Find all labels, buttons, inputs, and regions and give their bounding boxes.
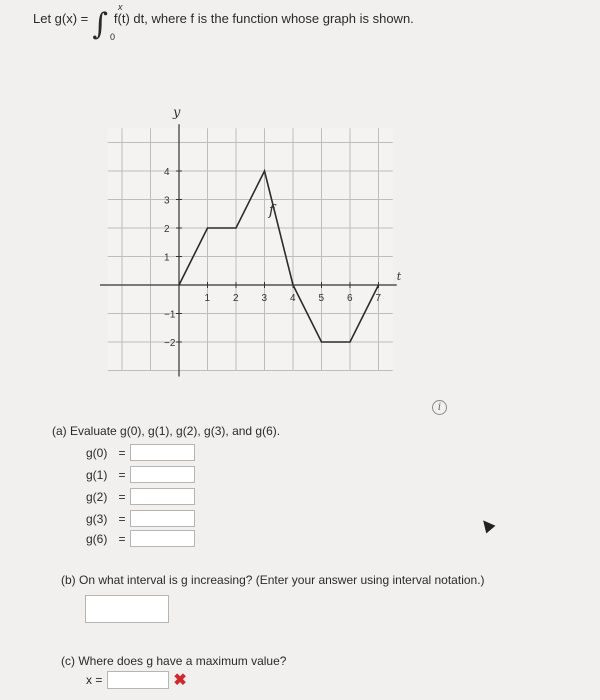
y-tick-label: −2 bbox=[164, 338, 176, 349]
answer-row bbox=[86, 488, 195, 505]
function-graph bbox=[100, 60, 440, 410]
equals-sign: = bbox=[118, 531, 126, 546]
x-tick-label: 7 bbox=[375, 293, 382, 304]
x-tick-label: 4 bbox=[290, 293, 296, 304]
mouse-cursor-icon bbox=[479, 517, 496, 534]
info-icon[interactable]: i bbox=[432, 400, 447, 415]
max-answer-row bbox=[86, 670, 187, 690]
max-x-label: x = bbox=[86, 673, 103, 687]
answer-input[interactable] bbox=[130, 488, 195, 505]
problem-integrand: f(t) dt, where f is the function whose graph is shown. bbox=[113, 11, 414, 26]
y-tick-label: −1 bbox=[164, 309, 176, 321]
answer-row bbox=[86, 510, 195, 527]
equals-sign: = bbox=[118, 445, 126, 460]
answer-label: g(1) bbox=[86, 467, 108, 482]
x-axis-label: t bbox=[396, 270, 402, 283]
answer-input[interactable] bbox=[130, 444, 195, 461]
equals-sign: = bbox=[118, 467, 126, 482]
x-tick-label: 3 bbox=[261, 293, 268, 304]
answer-input[interactable] bbox=[130, 510, 195, 527]
answer-row bbox=[86, 530, 195, 547]
problem-prefix: Let g(x) = bbox=[33, 11, 89, 26]
integral-sign: ∫ bbox=[92, 7, 108, 42]
answer-input[interactable] bbox=[130, 466, 195, 483]
answer-input[interactable] bbox=[130, 530, 195, 547]
answer-label: g(0) bbox=[86, 445, 108, 460]
y-axis-label: y bbox=[173, 105, 181, 121]
interval-answer-input[interactable] bbox=[85, 595, 169, 623]
equals-sign: = bbox=[118, 489, 126, 504]
y-tick-label: 3 bbox=[164, 195, 170, 207]
part-a-question: (a) Evaluate g(0), g(1), g(2), g(3), and g(6). bbox=[52, 424, 281, 438]
answer-row bbox=[86, 466, 195, 483]
answer-row bbox=[86, 444, 195, 461]
max-x-input[interactable] bbox=[107, 671, 169, 689]
y-tick-label: 4 bbox=[164, 167, 170, 178]
y-tick-label: 1 bbox=[164, 252, 170, 264]
integral-lower-limit: 0 bbox=[110, 32, 116, 42]
part-b-question: (b) On what interval is g increasing? (Enter your answer using interval notation.) bbox=[61, 573, 485, 587]
y-tick-label: 2 bbox=[164, 224, 170, 235]
equals-sign: = bbox=[118, 511, 126, 526]
x-tick-label: 2 bbox=[233, 293, 239, 304]
integral-upper-limit: x bbox=[118, 2, 123, 12]
answer-label: g(3) bbox=[86, 511, 108, 526]
x-tick-label: 6 bbox=[347, 293, 353, 304]
x-tick-label: 5 bbox=[318, 293, 325, 304]
part-c-question: (c) Where does g have a maximum value? bbox=[61, 654, 287, 668]
curve-label: f bbox=[268, 201, 275, 220]
x-tick-label: 1 bbox=[204, 293, 211, 304]
answer-label: g(2) bbox=[86, 489, 108, 504]
problem-statement bbox=[33, 7, 414, 42]
incorrect-icon: ✖ bbox=[173, 672, 187, 689]
answer-label: g(6) bbox=[86, 531, 108, 546]
